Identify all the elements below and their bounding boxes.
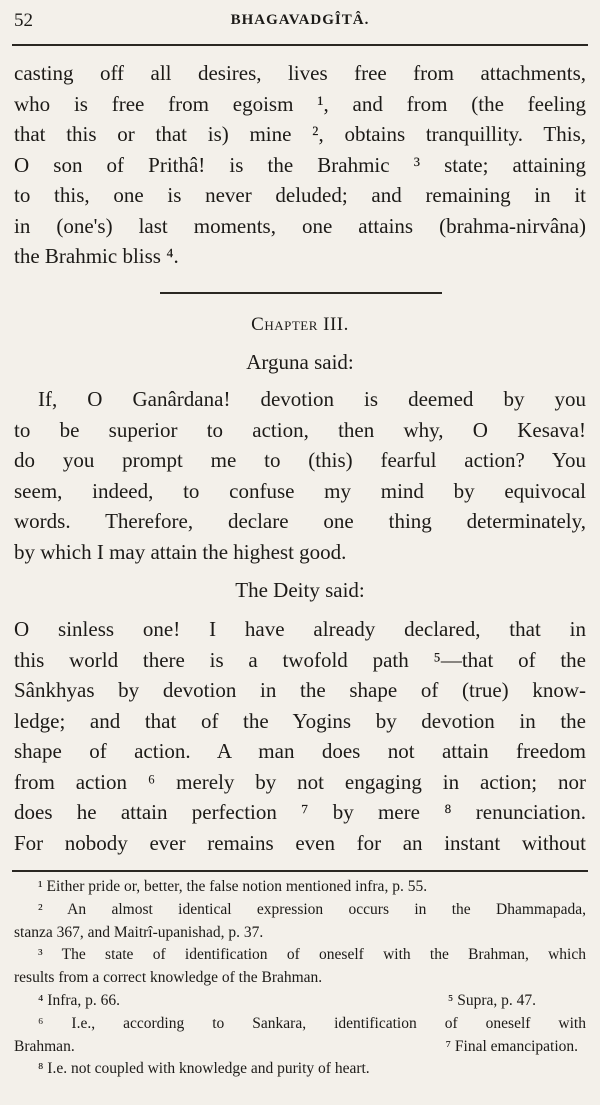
text-line: by which I may attain the highest good. [14, 539, 347, 564]
text-line: For nobody ever remains even for an instant without [14, 830, 586, 855]
footnote-1: ¹ Either pride or, better, the false notion mentioned infra, p. 55. [38, 878, 428, 895]
text-line: who is free from egoism ¹, and from (the feeling [14, 91, 586, 116]
running-title: BHAGAVADGÎTÂ. [230, 12, 370, 28]
header-rule [12, 44, 588, 46]
footnote-8: ⁸ I.e. not coupled with knowledge and purity of heart. [38, 1060, 370, 1078]
footnote-5: ⁵ Supra, p. 47. [447, 991, 536, 1009]
text-line: from action ⁶ merely by not engaging in action; nor [14, 769, 586, 794]
footnote-3-cont: results from a correct knowledge of the Brahman. [14, 969, 323, 987]
footnote-row-6-7 [14, 1036, 586, 1059]
speaker-heading: The Deity said: [235, 578, 365, 602]
text-line: this world there is a twofold path ⁵—that of the [14, 647, 586, 672]
text-line: that this or that is) mine ², obtains tranquillity. This, [14, 122, 586, 146]
footnote-2: ² An almost identical expression occurs in the Dhammapada, [38, 900, 586, 918]
footnote-7: ⁷ Final emancipation. [445, 1037, 578, 1055]
chapter-heading: Chapter III. [251, 314, 349, 335]
footnote-6: ⁶ I.e., according to Sankara, identification of oneself with [38, 1014, 586, 1032]
speech-arguna [14, 384, 586, 567]
page-number: 52 [14, 10, 33, 31]
text-line: casting off all desires, lives free from attachments, [14, 61, 586, 85]
speech-deity [14, 614, 586, 858]
text-line: in (one's) last moments, one attains (brahma-nirvâna) [14, 213, 586, 238]
footnote-2-cont: stanza 367, and Maitrî-upanishad, p. 37. [14, 923, 264, 941]
text-line: O son of Prithâ! is the Brahmic ³ state; attaining [14, 152, 586, 177]
text-line: ledge; and that of the Yogins by devotion in the [14, 708, 586, 733]
footnote-row-4-5 [14, 990, 586, 1013]
page-header [14, 6, 586, 36]
text-line: do you prompt me to (this) fearful action? You [14, 448, 586, 472]
text-line: does he attain perfection ⁷ by mere ⁸ renunciation. [14, 800, 586, 824]
text-line: to be superior to action, then why, O Kesava! [14, 417, 586, 442]
text-line: to this, one is never deluded; and remaining in it [14, 183, 586, 207]
section-divider [160, 292, 442, 294]
text-line: shape of action. A man does not attain freedom [14, 739, 586, 763]
text-line: the Brahmic bliss ⁴. [14, 244, 179, 268]
text-line: Sânkhyas by devotion in the shape of (true) know- [14, 678, 586, 702]
text-line: seem, indeed, to confuse my mind by equivocal [14, 478, 586, 503]
footnotes [14, 876, 586, 1081]
speaker-heading: Arguna said: [246, 350, 354, 374]
text-line: If, O Ganârdana! devotion is deemed by you [38, 387, 586, 411]
footnote-3: ³ The state of identification of oneself with the Brahman, which [38, 946, 586, 964]
text-line: O sinless one! I have already declared, that in [14, 617, 586, 641]
text-line: words. Therefore, declare one thing determinately, [14, 509, 586, 533]
footnote-6-cont: Brahman. [14, 1037, 75, 1055]
footnote-4: ⁴ Infra, p. 66. [38, 991, 121, 1009]
top-paragraph [14, 58, 586, 272]
footnote-rule [12, 870, 588, 872]
